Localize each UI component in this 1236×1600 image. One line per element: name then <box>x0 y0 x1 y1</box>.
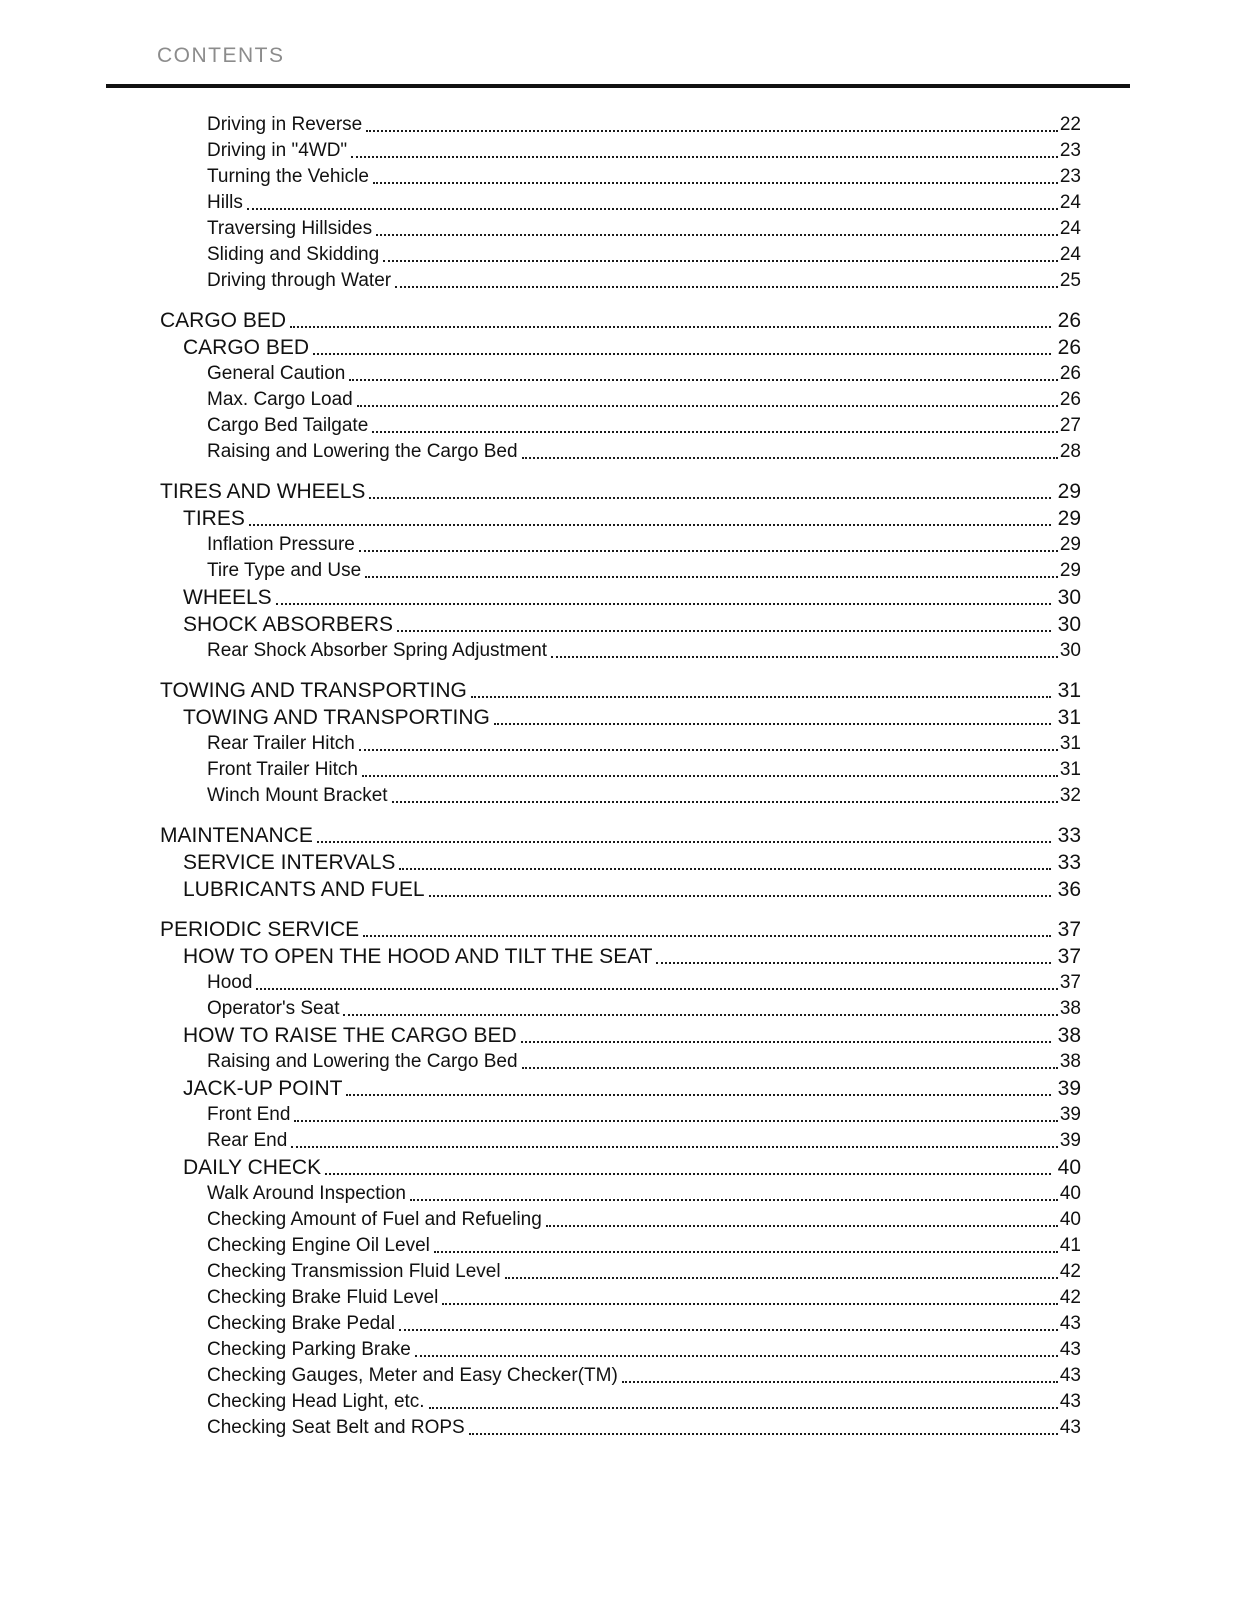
toc-entry-label: Raising and Lowering the Cargo Bed <box>207 1051 518 1072</box>
toc-page-number: 39 <box>1059 1130 1081 1151</box>
dotted-leader <box>397 630 1051 632</box>
toc-entry-label: Cargo Bed Tailgate <box>207 415 369 436</box>
toc-page-number: 29 <box>1059 534 1081 555</box>
toc-page-number: 40 <box>1059 1209 1081 1230</box>
toc-entry[interactable] <box>160 1311 1081 1337</box>
toc-entry-label: Driving through Water <box>207 270 392 291</box>
toc-entry-label: Turning the Vehicle <box>207 166 369 187</box>
toc-entry-label: CARGO BED <box>183 336 310 359</box>
toc-entry-label: TOWING AND TRANSPORTING <box>160 679 467 702</box>
toc-entry-label: WHEELS <box>183 586 272 609</box>
toc-page-number: 26 <box>1057 336 1081 359</box>
page-title: CONTENTS <box>157 44 285 67</box>
toc-entry-label: Rear Shock Absorber Spring Adjustment <box>207 640 548 661</box>
toc-entry[interactable] <box>160 1285 1081 1311</box>
dotted-leader <box>366 130 1058 132</box>
toc-page-number: 37 <box>1057 945 1081 968</box>
toc-entry-label: TOWING AND TRANSPORTING <box>183 706 490 729</box>
toc-entry[interactable] <box>160 112 1081 138</box>
toc-page-number: 24 <box>1059 244 1081 265</box>
dotted-leader <box>346 1094 1050 1096</box>
toc-page-number: 43 <box>1059 1391 1081 1412</box>
toc-entry[interactable] <box>160 1363 1081 1389</box>
dotted-leader <box>343 1014 1057 1016</box>
dotted-leader <box>399 1329 1058 1331</box>
toc-entry-label: TIRES AND WHEELS <box>160 480 366 503</box>
toc-page-number: 42 <box>1059 1261 1081 1282</box>
toc-entry-label: Checking Amount of Fuel and Refueling <box>207 1209 542 1230</box>
toc-entry[interactable] <box>160 1102 1081 1128</box>
toc-entry[interactable] <box>160 943 1081 970</box>
dotted-leader <box>505 1277 1058 1279</box>
toc-page-number: 43 <box>1059 1339 1081 1360</box>
toc-entry-label: Checking Transmission Fluid Level <box>207 1261 501 1282</box>
toc-entry[interactable] <box>160 361 1081 387</box>
toc-entry-label: Checking Seat Belt and ROPS <box>207 1417 465 1438</box>
toc-entry-label: MAINTENANCE <box>160 824 313 847</box>
dotted-leader <box>363 935 1050 937</box>
toc-page-number: 29 <box>1057 480 1081 503</box>
toc-page-number: 31 <box>1057 706 1081 729</box>
toc-page-number: 26 <box>1059 363 1081 384</box>
toc-entry[interactable] <box>160 1154 1081 1181</box>
toc-page-number: 22 <box>1059 114 1081 135</box>
dotted-leader <box>365 576 1058 578</box>
toc-entry[interactable] <box>160 307 1081 334</box>
toc-page-number: 37 <box>1057 918 1081 941</box>
toc-page-number: 38 <box>1059 998 1081 1019</box>
dotted-leader <box>373 182 1058 184</box>
dotted-leader <box>656 962 1050 964</box>
toc-group <box>160 307 1081 465</box>
toc-page-number: 25 <box>1059 270 1081 291</box>
toc-entry[interactable] <box>160 1415 1081 1441</box>
toc-entry[interactable] <box>160 387 1081 413</box>
dotted-leader <box>317 841 1051 843</box>
toc-entry[interactable] <box>160 138 1081 164</box>
dotted-leader <box>325 1173 1051 1175</box>
toc-entry[interactable] <box>160 268 1081 294</box>
toc-entry-label: PERIODIC SERVICE <box>160 918 360 941</box>
toc-entry-label: Checking Gauges, Meter and Easy Checker(TM) <box>207 1365 618 1386</box>
toc-entry[interactable] <box>160 584 1081 611</box>
dotted-leader <box>256 988 1057 990</box>
toc-entry-label: Hills <box>207 192 243 213</box>
toc-group <box>160 677 1081 809</box>
toc-entry-label: HOW TO OPEN THE HOOD AND TILT THE SEAT <box>183 945 653 968</box>
toc-entry-label: Checking Engine Oil Level <box>207 1235 430 1256</box>
toc-group <box>160 916 1081 1441</box>
dotted-leader <box>359 749 1058 751</box>
toc-entry[interactable] <box>160 704 1081 731</box>
toc-entry[interactable] <box>160 849 1081 876</box>
toc-entry-label: Driving in "4WD" <box>207 140 348 161</box>
toc-entry-label: TIRES <box>183 507 245 530</box>
dotted-leader <box>551 656 1058 658</box>
toc-entry-label: Traversing Hillsides <box>207 218 373 239</box>
toc-entry[interactable] <box>160 1075 1081 1102</box>
dotted-leader <box>351 156 1058 158</box>
toc-entry[interactable] <box>160 876 1081 903</box>
toc-page-number: 26 <box>1059 389 1081 410</box>
toc-page-number: 31 <box>1057 679 1081 702</box>
toc-entry-label: Winch Mount Bracket <box>207 785 388 806</box>
dotted-leader <box>410 1199 1058 1201</box>
dotted-leader <box>392 801 1058 803</box>
toc-entry[interactable] <box>160 413 1081 439</box>
toc-entry-label: Checking Head Light, etc. <box>207 1391 425 1412</box>
toc-page-number: 41 <box>1059 1235 1081 1256</box>
toc-entry-label: DAILY CHECK <box>183 1156 322 1179</box>
toc-entry[interactable] <box>160 1181 1081 1207</box>
toc-group <box>160 822 1081 903</box>
toc-entry[interactable] <box>160 439 1081 465</box>
toc-page-number: 40 <box>1059 1183 1081 1204</box>
toc-entry[interactable] <box>160 783 1081 809</box>
toc-entry[interactable] <box>160 822 1081 849</box>
toc-entry-label: CARGO BED <box>160 309 287 332</box>
toc-page-number: 36 <box>1057 878 1081 901</box>
toc-entry[interactable] <box>160 334 1081 361</box>
toc-page-number: 23 <box>1059 140 1081 161</box>
toc-page-number: 32 <box>1059 785 1081 806</box>
toc-page-number: 33 <box>1057 851 1081 874</box>
toc-entry[interactable] <box>160 216 1081 242</box>
dotted-leader <box>429 895 1051 897</box>
toc-page-number: 43 <box>1059 1365 1081 1386</box>
toc-page-number: 31 <box>1059 759 1081 780</box>
toc-entry-label: Tire Type and Use <box>207 560 362 581</box>
toc-entry[interactable] <box>160 478 1081 505</box>
dotted-leader <box>249 524 1051 526</box>
toc-page-number: 24 <box>1059 192 1081 213</box>
toc-group <box>160 478 1081 664</box>
toc-entry-label: Operator's Seat <box>207 998 340 1019</box>
dotted-leader <box>429 1407 1058 1409</box>
toc-entry-label: LUBRICANTS AND FUEL <box>183 878 425 901</box>
toc-entry[interactable] <box>160 916 1081 943</box>
toc-entry-label: Sliding and Skidding <box>207 244 380 265</box>
toc-entry[interactable] <box>160 532 1081 558</box>
toc-entry-label: Front End <box>207 1104 291 1125</box>
toc-page-number: 40 <box>1057 1156 1081 1179</box>
toc-entry[interactable] <box>160 677 1081 704</box>
dotted-leader <box>291 1146 1058 1148</box>
dotted-leader <box>290 326 1051 328</box>
toc-entry-label: General Caution <box>207 363 346 384</box>
dotted-leader <box>434 1251 1058 1253</box>
toc-entry[interactable] <box>160 164 1081 190</box>
toc-entry[interactable] <box>160 1389 1081 1415</box>
dotted-leader <box>395 286 1058 288</box>
dotted-leader <box>546 1225 1058 1227</box>
dotted-leader <box>469 1433 1058 1435</box>
toc-entry[interactable] <box>160 242 1081 268</box>
toc-entry[interactable] <box>160 731 1081 757</box>
toc-page-number: 24 <box>1059 218 1081 239</box>
toc-page-number: 30 <box>1057 586 1081 609</box>
toc-entry-label: SHOCK ABSORBERS <box>183 613 394 636</box>
toc-entry[interactable] <box>160 1337 1081 1363</box>
toc-entry[interactable] <box>160 1022 1081 1049</box>
toc-page-number: 43 <box>1059 1313 1081 1334</box>
toc-page-number: 37 <box>1059 972 1081 993</box>
toc-page-number: 23 <box>1059 166 1081 187</box>
toc-list <box>160 112 1081 1441</box>
toc-entry-label: Driving in Reverse <box>207 114 363 135</box>
toc-entry[interactable] <box>160 1233 1081 1259</box>
dotted-leader <box>522 457 1058 459</box>
toc-entry-label: Checking Parking Brake <box>207 1339 411 1360</box>
toc-entry[interactable] <box>160 1207 1081 1233</box>
dotted-leader <box>399 868 1050 870</box>
toc-group <box>160 112 1081 294</box>
toc-entry[interactable] <box>160 1259 1081 1285</box>
toc-entry-label: Checking Brake Fluid Level <box>207 1287 439 1308</box>
toc-entry-label: Walk Around Inspection <box>207 1183 406 1204</box>
dotted-leader <box>376 234 1058 236</box>
toc-entry[interactable] <box>160 757 1081 783</box>
toc-entry[interactable] <box>160 970 1081 996</box>
toc-page-number: 29 <box>1059 560 1081 581</box>
dotted-leader <box>442 1303 1058 1305</box>
toc-entry-label: Front Trailer Hitch <box>207 759 358 780</box>
dotted-leader <box>294 1120 1057 1122</box>
dotted-leader <box>494 723 1051 725</box>
toc-entry-label: Rear End <box>207 1130 288 1151</box>
toc-page-number: 43 <box>1059 1417 1081 1438</box>
dotted-leader <box>471 696 1051 698</box>
dotted-leader <box>521 1041 1051 1043</box>
toc-page-number: 39 <box>1059 1104 1081 1125</box>
dotted-leader <box>357 405 1058 407</box>
toc-page-number: 28 <box>1059 441 1081 462</box>
toc-entry-label: Rear Trailer Hitch <box>207 733 355 754</box>
dotted-leader <box>383 260 1058 262</box>
toc-page-number: 39 <box>1057 1077 1081 1100</box>
dotted-leader <box>369 497 1050 499</box>
toc-page-number: 27 <box>1059 415 1081 436</box>
toc-page-number: 29 <box>1057 507 1081 530</box>
toc-page-number: 31 <box>1059 733 1081 754</box>
toc-entry[interactable] <box>160 558 1081 584</box>
dotted-leader <box>359 550 1058 552</box>
toc-entry[interactable] <box>160 190 1081 216</box>
toc-page-number: 38 <box>1059 1051 1081 1072</box>
toc-entry[interactable] <box>160 638 1081 664</box>
toc-entry-label: Hood <box>207 972 253 993</box>
dotted-leader <box>313 353 1051 355</box>
toc-entry-label: HOW TO RAISE THE CARGO BED <box>183 1024 517 1047</box>
header-rule <box>106 84 1130 88</box>
toc-page-number: 33 <box>1057 824 1081 847</box>
toc-entry-label: Raising and Lowering the Cargo Bed <box>207 441 518 462</box>
toc-entry-label: JACK-UP POINT <box>183 1077 343 1100</box>
toc-entry[interactable] <box>160 1049 1081 1075</box>
toc-page-number: 30 <box>1059 640 1081 661</box>
toc-entry-label: Inflation Pressure <box>207 534 355 555</box>
dotted-leader <box>349 379 1057 381</box>
toc-page-number: 42 <box>1059 1287 1081 1308</box>
dotted-leader <box>522 1067 1058 1069</box>
toc-entry-label: Checking Brake Pedal <box>207 1313 395 1334</box>
toc-page-number: 38 <box>1057 1024 1081 1047</box>
toc-entry[interactable] <box>160 505 1081 532</box>
dotted-leader <box>622 1381 1058 1383</box>
toc-page-number: 30 <box>1057 613 1081 636</box>
toc-entry[interactable] <box>160 611 1081 638</box>
toc-entry-label: Max. Cargo Load <box>207 389 353 410</box>
dotted-leader <box>372 431 1058 433</box>
toc-page-number: 26 <box>1057 309 1081 332</box>
dotted-leader <box>415 1355 1058 1357</box>
dotted-leader <box>276 603 1051 605</box>
dotted-leader <box>362 775 1058 777</box>
toc-entry[interactable] <box>160 996 1081 1022</box>
toc-entry[interactable] <box>160 1128 1081 1154</box>
toc-entry-label: SERVICE INTERVALS <box>183 851 396 874</box>
dotted-leader <box>247 208 1058 210</box>
